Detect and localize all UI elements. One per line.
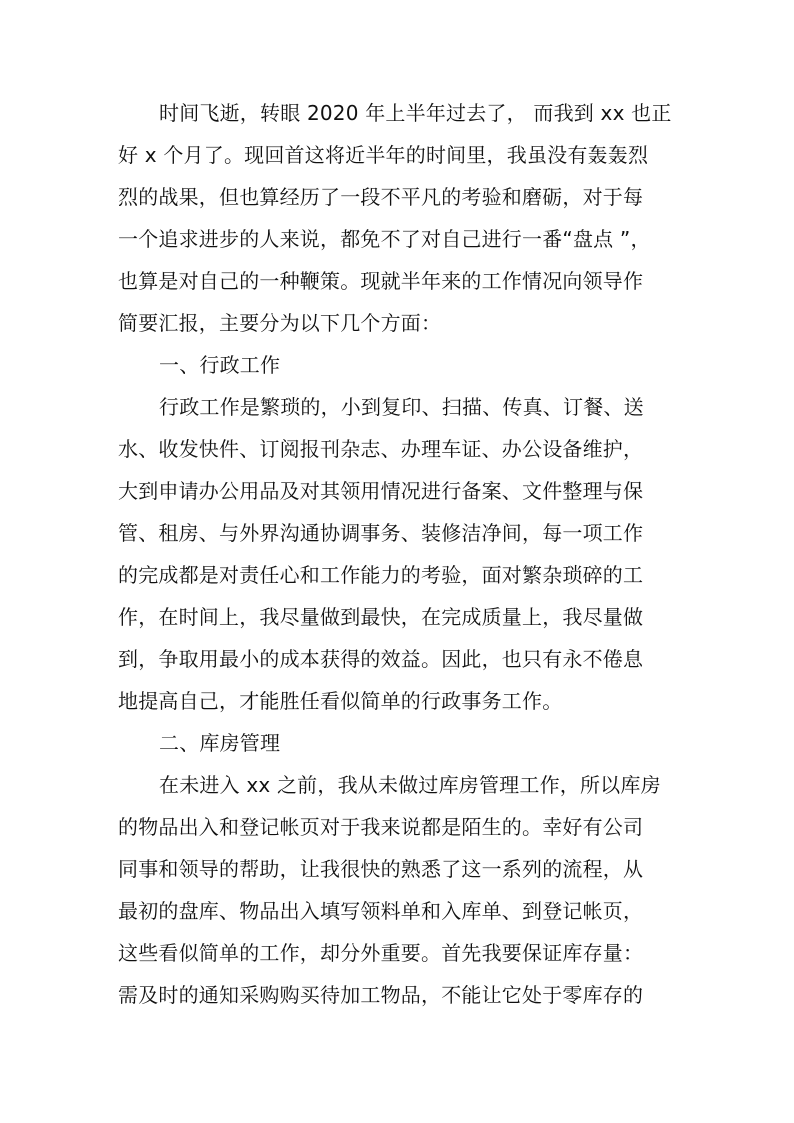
paragraph-warehouse [118,764,674,1016]
text-line: 烈的战果，但也算经历了一段不平凡的考验和磨砺，对于每 [118,185,644,209]
text-line: 水、收发快件、订阅报刊杂志、办理车证、办公设备维护， [118,437,644,461]
text-line: 地提高自己，才能胜任看似简单的行政事务工作。 [118,689,563,713]
text-line: 也算是对自己的一种鞭策。现就半年来的工作情况向领导作 [118,269,644,293]
text-line: 到，争取用最小的成本获得的效益。因此，也只有永不倦息 [118,647,644,671]
text-line: 好 x 个月了。现回首这将近半年的时间里，我虽没有轰轰烈 [118,143,649,167]
text-line: 时间飞逝，转眼 2020 年上半年过去了， 而我到 xx 也正 [159,101,672,125]
text-line: 大到申请办公用品及对其领用情况进行备案、文件整理与保 [118,479,644,503]
section-heading-admin: 一、行政工作 [159,353,281,377]
text-line: 在未进入 xx 之前，我从未做过库房管理工作，所以库房 [159,773,661,797]
text-line: 作，在时间上，我尽量做到最快，在完成质量上，我尽量做 [118,605,644,629]
text-line: 的物品出入和登记帐页对于我来说都是陌生的。幸好有公司 [118,815,644,839]
document-body [118,92,674,1016]
text-line: 管、租房、与外界沟通协调事务、装修洁净间，每一项工作 [118,521,644,545]
text-line: 这些看似简单的工作，却分外重要。首先我要保证库存量： [118,941,644,965]
text-line: 同事和领导的帮助，让我很快的熟悉了这一系列的流程，从 [118,857,644,881]
text-line: 行政工作是繁琐的，小到复印、扫描、传真、订餐、送 [159,395,644,419]
paragraph-intro [118,92,674,344]
text-line: 的完成都是对责任心和工作能力的考验，面对繁杂琐碎的工 [118,563,644,587]
text-line: 需及时的通知采购购买待加工物品，不能让它处于零库存的 [118,983,644,1007]
section-heading-warehouse: 二、库房管理 [159,731,281,755]
paragraph-admin [118,386,674,722]
text-line: 一个追求进步的人来说，都免不了对自己进行一番“盘点 ”， [118,227,651,251]
text-line: 最初的盘库、物品出入填写领料单和入库单、到登记帐页， [118,899,644,923]
text-line: 简要汇报，主要分为以下几个方面： [118,311,442,335]
